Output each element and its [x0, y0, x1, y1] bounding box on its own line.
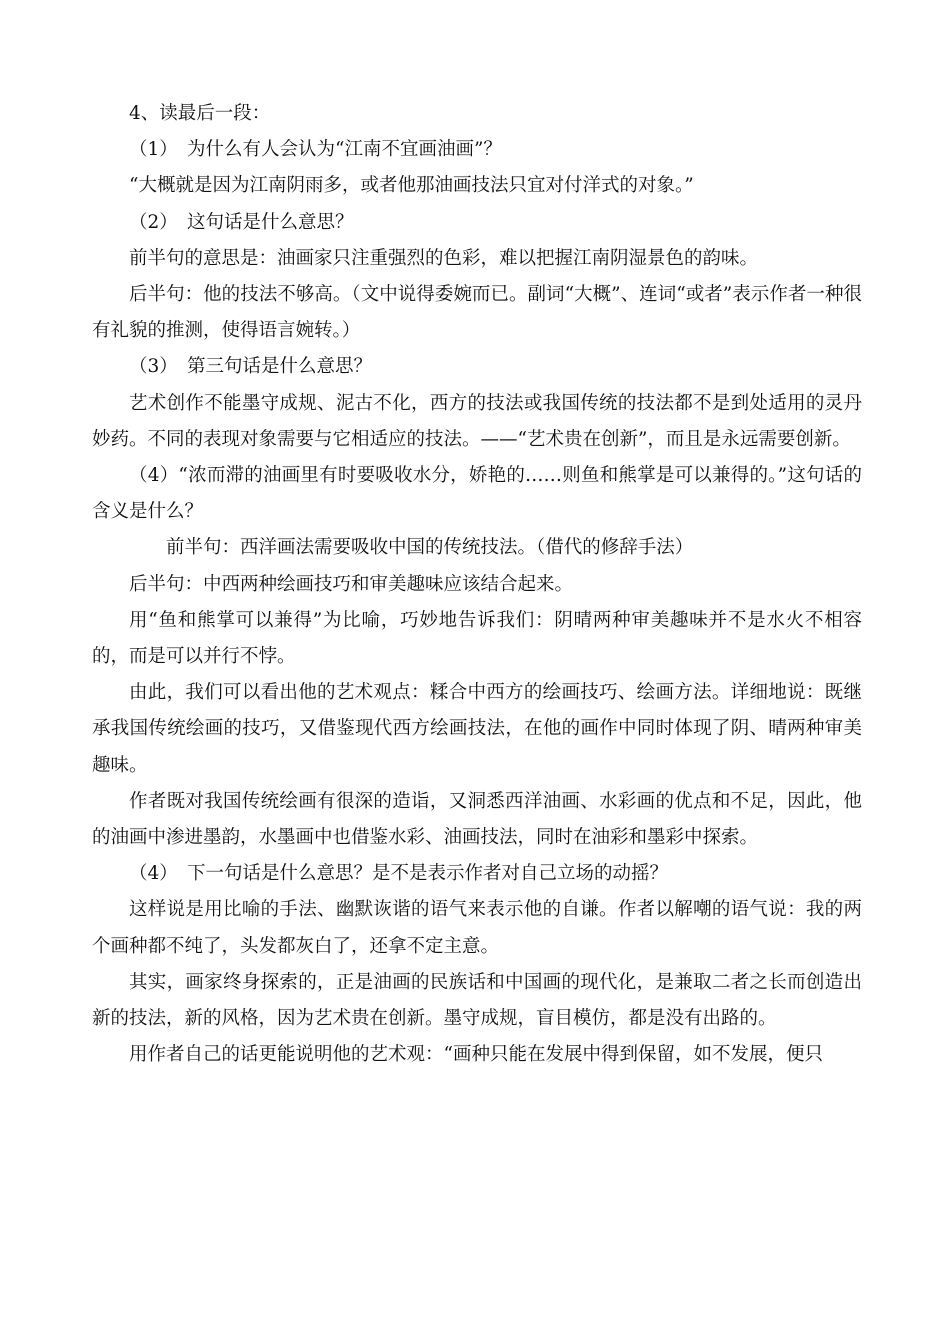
metaphor-explanation: 用“鱼和熊掌可以兼得”为比喻，巧妙地告诉我们：阴晴两种审美趣味并不是水火不相容的，而是可以并行不悖。: [92, 609, 862, 668]
answer-4a-second-half: 后半句：中西两种绘画技巧和审美趣味应该结合起来。: [129, 573, 574, 595]
conclusion-paragraph: 其实，画家终身探索的，正是油画的民族话和中国画的现代化，是兼取二者之长而创造出新的技法，新的风格，因为艺术贵在创新。墨守成规，盲目模仿，都是没有出路的。: [92, 971, 862, 1030]
final-paragraph: 用作者自己的话更能说明他的艺术观：“画种只能在发展中得到保留，如不发展，便只: [129, 1044, 823, 1066]
answer-3: 艺术创作不能墨守成规、泥古不化，西方的技法或我国传统的技法都不是到处适用的灵丹妙药。不同的表现对象需要与它相适应的技法。——“艺术贵在创新”，而且是永远需要创新。: [92, 392, 862, 450]
question-2: （2） 这句话是什么意思？: [129, 211, 354, 233]
author-background-paragraph: 作者既对我国传统绘画有很深的造诣，又洞悉西洋油画、水彩画的优点和不足，因此，他的油画中渗进墨韵，水墨画中也借鉴水彩、油画技法，同时在油彩和墨彩中探索。: [92, 790, 862, 849]
art-view-paragraph: 由此，我们可以看出他的艺术观点：糅合中西方的绘画技巧、绘画方法。详细地说：既继承我国传统绘画的技巧，又借鉴现代西方绘画技法，在他的画作中同时体现了阴、晴两种审美趣味。: [92, 682, 862, 776]
section-heading: 4、读最后一段：: [129, 103, 271, 124]
question-3: （3） 第三句话是什么意思？: [129, 356, 373, 378]
question-1: （1） 为什么有人会认为“江南不宜画油画”？: [129, 139, 502, 161]
question-4a: （4）“浓而滞的油画里有时要吸收水分，娇艳的……则鱼和熊掌是可以兼得的。”这句话的含义是什么？: [92, 465, 862, 523]
answer-4a-first-half: 前半句：西洋画法需要吸收中国的传统技法。（借代的修辞手法）: [166, 537, 694, 559]
question-4b: （4） 下一句话是什么意思？是不是表示作者对自己立场的动摇？: [129, 863, 669, 885]
document-body: [92, 96, 862, 1073]
answer-2-first-half: 前半句的意思是：油画家只注重强烈的色彩，难以把握江南阴湿景色的韵味。: [129, 247, 759, 269]
answer-4b: 这样说是用比喻的手法、幽默诙谐的语气来表示他的自谦。作者以解嘲的语气说：我的两个画种都不纯了，头发都灰白了，还拿不定主意。: [92, 899, 862, 957]
answer-2-second-half: 后半句：他的技法不够高。（文中说得委婉而已。副词“大概”、连词“或者”表示作者一种很有礼貌的推测，使得语言婉转。）: [92, 284, 862, 342]
quotation-1: “大概就是因为江南阴雨多，或者他那油画技法只宜对付洋式的对象。”: [129, 175, 694, 197]
